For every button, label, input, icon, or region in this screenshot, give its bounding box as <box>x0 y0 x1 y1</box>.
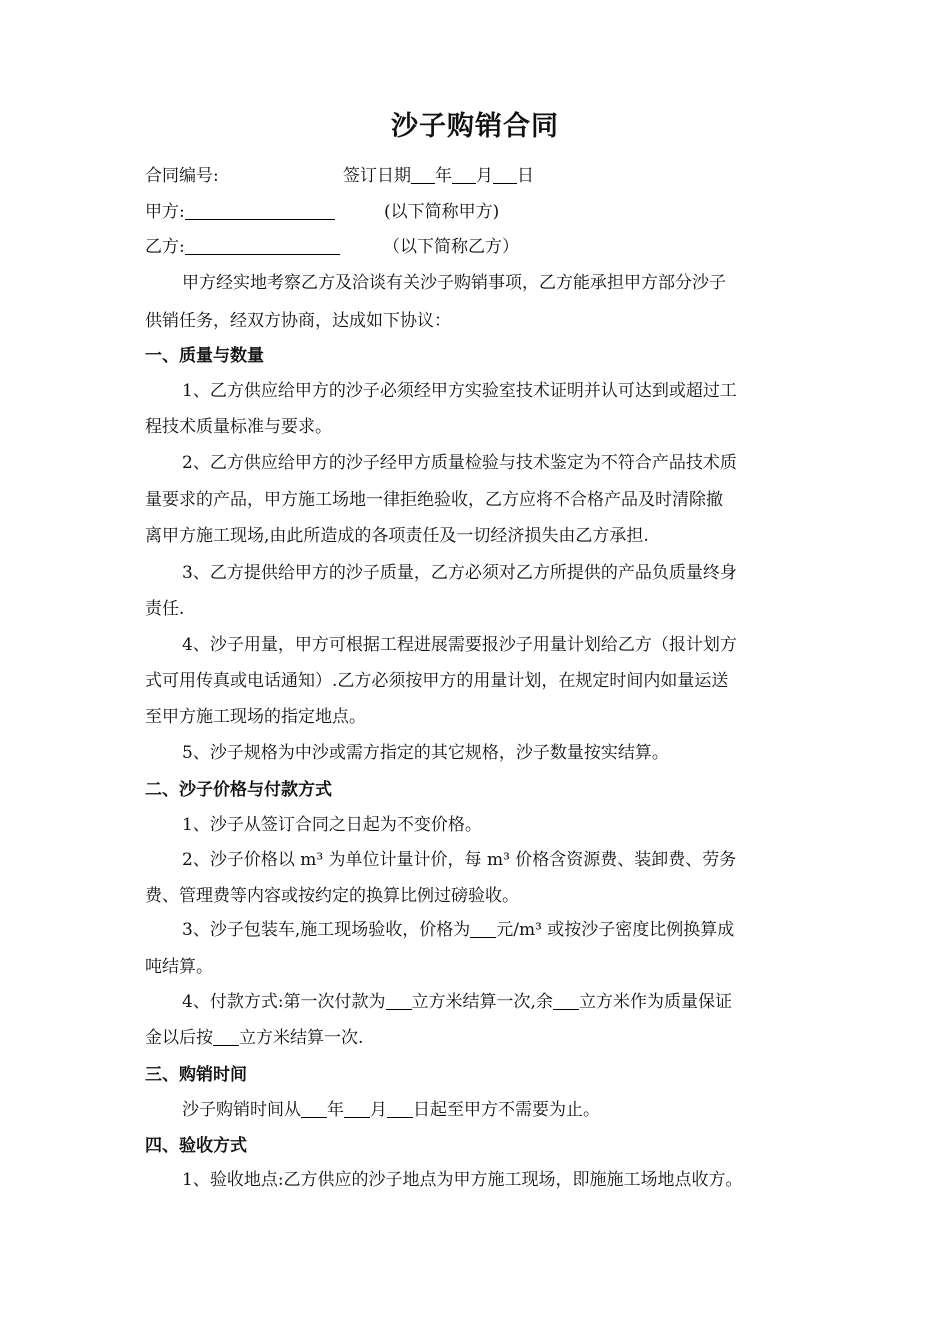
s2-clause-3-text-b: 元/m³ 或按沙子密度比例换算成 <box>496 920 735 940</box>
s1-clause-5: 5、沙子规格为中沙或需方指定的其它规格，沙子数量按实结算。 <box>182 743 669 763</box>
party-a-label: 甲方: <box>145 202 185 222</box>
sign-date-row <box>343 164 534 188</box>
day-label: 日 <box>517 166 534 186</box>
remaining-blank <box>553 991 579 1010</box>
s2-clause-4-line-1 <box>182 990 732 1014</box>
s2-clause-4-text-a: 4、付款方式:第一次付款为 <box>182 992 386 1012</box>
section-3-heading: 三、购销时间 <box>145 1065 247 1085</box>
start-month-blank <box>344 1099 370 1118</box>
month-label: 月 <box>476 166 493 186</box>
s3-month-label: 月 <box>370 1100 387 1120</box>
party-b-blank <box>185 236 340 255</box>
s1-clause-1-line-2: 程技术质量标准与要求。 <box>145 417 332 437</box>
s2-clause-3-line-2: 吨结算。 <box>145 957 213 977</box>
contract-number-label: 合同编号: <box>145 166 219 186</box>
month-blank <box>452 165 476 184</box>
s1-clause-3-line-1: 3、乙方提供给甲方的沙子质量，乙方必须对乙方所提供的产品负质量终身 <box>182 563 737 583</box>
s1-clause-4-line-2: 式可用传真或电话通知）.乙方必须按甲方的用量计划，在规定时间内如量运送 <box>145 671 729 691</box>
price-blank <box>470 919 496 938</box>
sign-date-label: 签订日期 <box>343 166 411 186</box>
party-a-row <box>145 200 335 224</box>
party-b-row <box>145 235 340 259</box>
s1-clause-2-line-1: 2、乙方供应给甲方的沙子经甲方质量检验与技术鉴定为不符合产品技术质 <box>182 453 737 473</box>
s2-clause-1: 1、沙子从签订合同之日起为不变价格。 <box>182 815 482 835</box>
s2-clause-4-text-d: 金以后按 <box>145 1028 213 1048</box>
year-blank <box>411 165 435 184</box>
start-day-blank <box>387 1099 413 1118</box>
s2-clause-3-text-a: 3、沙子包装车,施工现场验收，价格为 <box>182 920 471 940</box>
intro-line-2: 供销任务，经双方协商，达成如下协议： <box>145 311 451 331</box>
s1-clause-4-line-1: 4、沙子用量，甲方可根据工程进展需要报沙子用量计划给乙方（报计划方 <box>182 635 737 655</box>
later-payment-blank <box>213 1027 239 1046</box>
s1-clause-1-line-1: 1、乙方供应给甲方的沙子必须经甲方实验室技术证明并认可达到或超过工 <box>182 381 737 401</box>
day-blank <box>493 165 517 184</box>
section-4-heading: 四、验收方式 <box>145 1136 247 1156</box>
year-label: 年 <box>435 166 452 186</box>
document-title: 沙子购销合同 <box>391 111 559 142</box>
s2-clause-4-text-e: 立方米结算一次. <box>239 1028 364 1048</box>
section-2-heading: 二、沙子价格与付款方式 <box>145 780 332 800</box>
s1-clause-2-line-2: 量要求的产品，甲方施工场地一律拒绝验收，乙方应将不合格产品及时清除撤 <box>145 490 723 510</box>
s4-clause-1: 1、验收地点:乙方供应的沙子地点为甲方施工现场，即施施工场地点收方。 <box>182 1170 743 1190</box>
s3-clause-1 <box>182 1098 600 1122</box>
s2-clause-4-text-c: 立方米作为质量保证 <box>578 992 732 1012</box>
s1-clause-2-line-3: 离甲方施工现场,由此所造成的各项责任及一切经济损失由乙方承担. <box>145 526 649 546</box>
start-year-blank <box>301 1099 327 1118</box>
s2-clause-3-line-1 <box>182 918 734 942</box>
s3-year-label: 年 <box>327 1100 344 1120</box>
first-payment-blank <box>386 991 412 1010</box>
party-a-blank <box>185 201 335 220</box>
s2-clause-2-line-1: 2、沙子价格以 m³ 为单位计量计价，每 m³ 价格含资源费、装卸费、劳务 <box>182 850 737 870</box>
party-a-note: (以下简称甲方) <box>384 202 500 222</box>
s2-clause-4-text-b: 立方米结算一次,余 <box>411 992 553 1012</box>
section-1-heading: 一、质量与数量 <box>145 346 264 366</box>
s1-clause-4-line-3: 至甲方施工现场的指定地点。 <box>145 707 366 727</box>
party-b-label: 乙方: <box>145 237 185 257</box>
party-b-note: （以下简称乙方） <box>383 237 519 257</box>
s3-text-b: 日起至甲方不需要为止。 <box>413 1100 600 1120</box>
intro-line-1: 甲方经实地考察乙方及洽谈有关沙子购销事项，乙方能承担甲方部分沙子 <box>182 273 726 293</box>
s2-clause-2-line-2: 费、管理费等内容或按约定的换算比例过磅验收。 <box>145 886 519 906</box>
s1-clause-3-line-2: 责任. <box>145 599 185 619</box>
s3-text-a: 沙子购销时间从 <box>182 1100 301 1120</box>
s2-clause-4-line-2 <box>145 1026 363 1050</box>
